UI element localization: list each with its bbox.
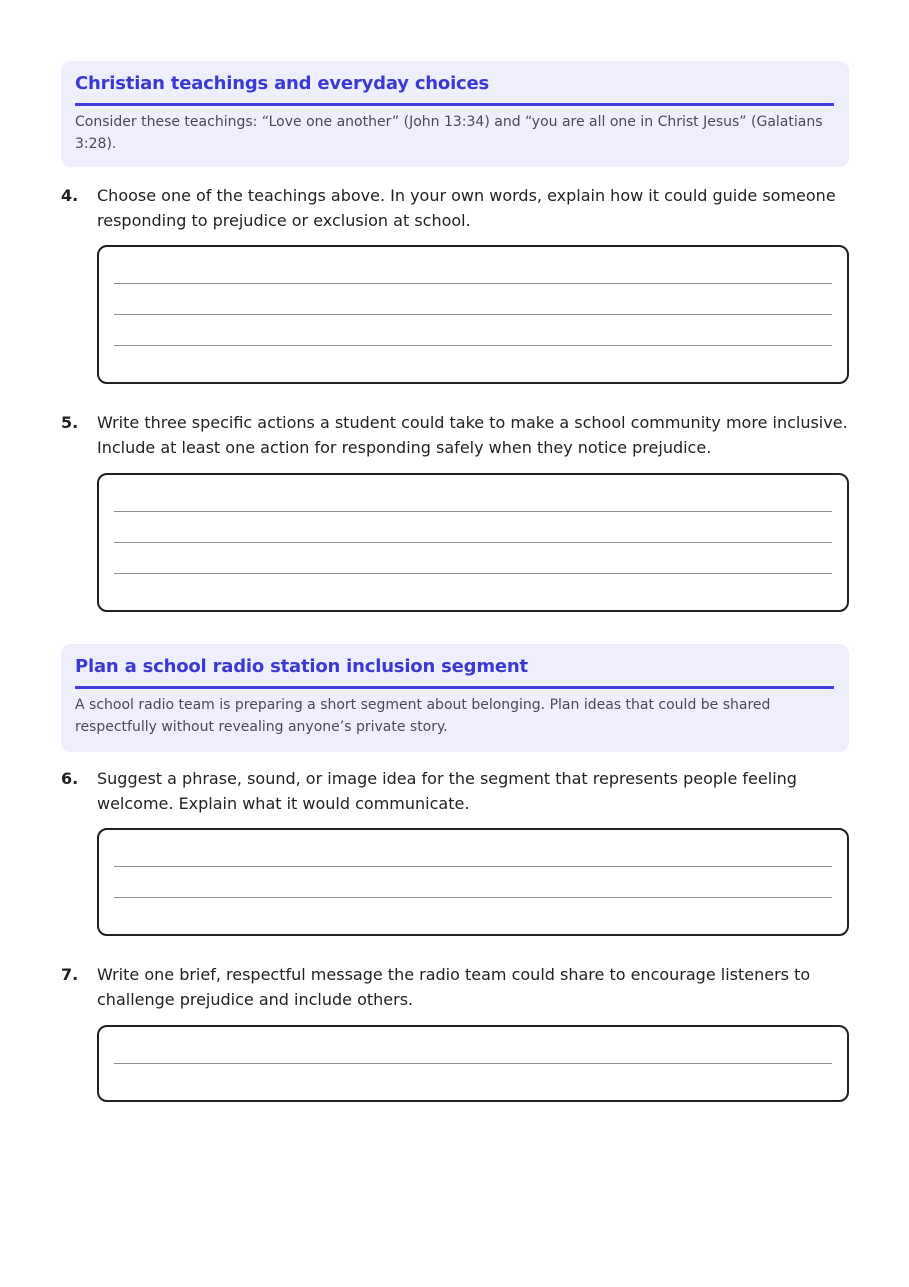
section-title: Plan a school radio station inclusion segment (75, 656, 834, 689)
answer-line (114, 573, 832, 574)
question-number: 5. (61, 413, 79, 432)
question-text: Suggest a phrase, sound, or image idea for the segment that represents people feeling welcome. Explain what it would communicate. (97, 769, 797, 813)
answer-box-7[interactable] (97, 1025, 849, 1102)
question-5 (61, 410, 849, 462)
answer-box-4[interactable] (97, 245, 849, 384)
section-radio-segment (61, 644, 849, 752)
section-description: Consider these teachings: “Love one another” (John 13:34) and “you are all one in Christ Jesus” (Galatians 3:28). (75, 114, 823, 152)
question-6 (61, 766, 849, 818)
answer-line (114, 511, 832, 512)
answer-line (114, 542, 832, 543)
answer-line (114, 314, 832, 315)
section-title: Christian teachings and everyday choices (75, 73, 834, 106)
question-text: Write three specific actions a student could take to make a school community more inclusive. Include at least one action for responding safely when they notice prejudice. (97, 413, 848, 457)
section-description: A school radio team is preparing a short segment about belonging. Plan ideas that could be shared respectfully without revealing anyone’s private story. (75, 697, 771, 735)
question-7 (61, 962, 849, 1014)
question-4 (61, 183, 849, 235)
question-text: Write one brief, respectful message the radio team could share to encourage listeners to challenge prejudice and include others. (97, 965, 811, 1009)
question-number: 6. (61, 769, 79, 788)
question-number: 4. (61, 186, 79, 205)
section-christian-teachings (61, 61, 849, 167)
answer-line (114, 283, 832, 284)
answer-line (114, 345, 832, 346)
question-text: Choose one of the teachings above. In your own words, explain how it could guide someone responding to prejudice or exclusion at school. (97, 186, 836, 230)
answer-box-5[interactable] (97, 473, 849, 612)
answer-box-6[interactable] (97, 828, 849, 936)
answer-line (114, 897, 832, 898)
question-number: 7. (61, 965, 79, 984)
answer-line (114, 866, 832, 867)
answer-line (114, 1063, 832, 1064)
